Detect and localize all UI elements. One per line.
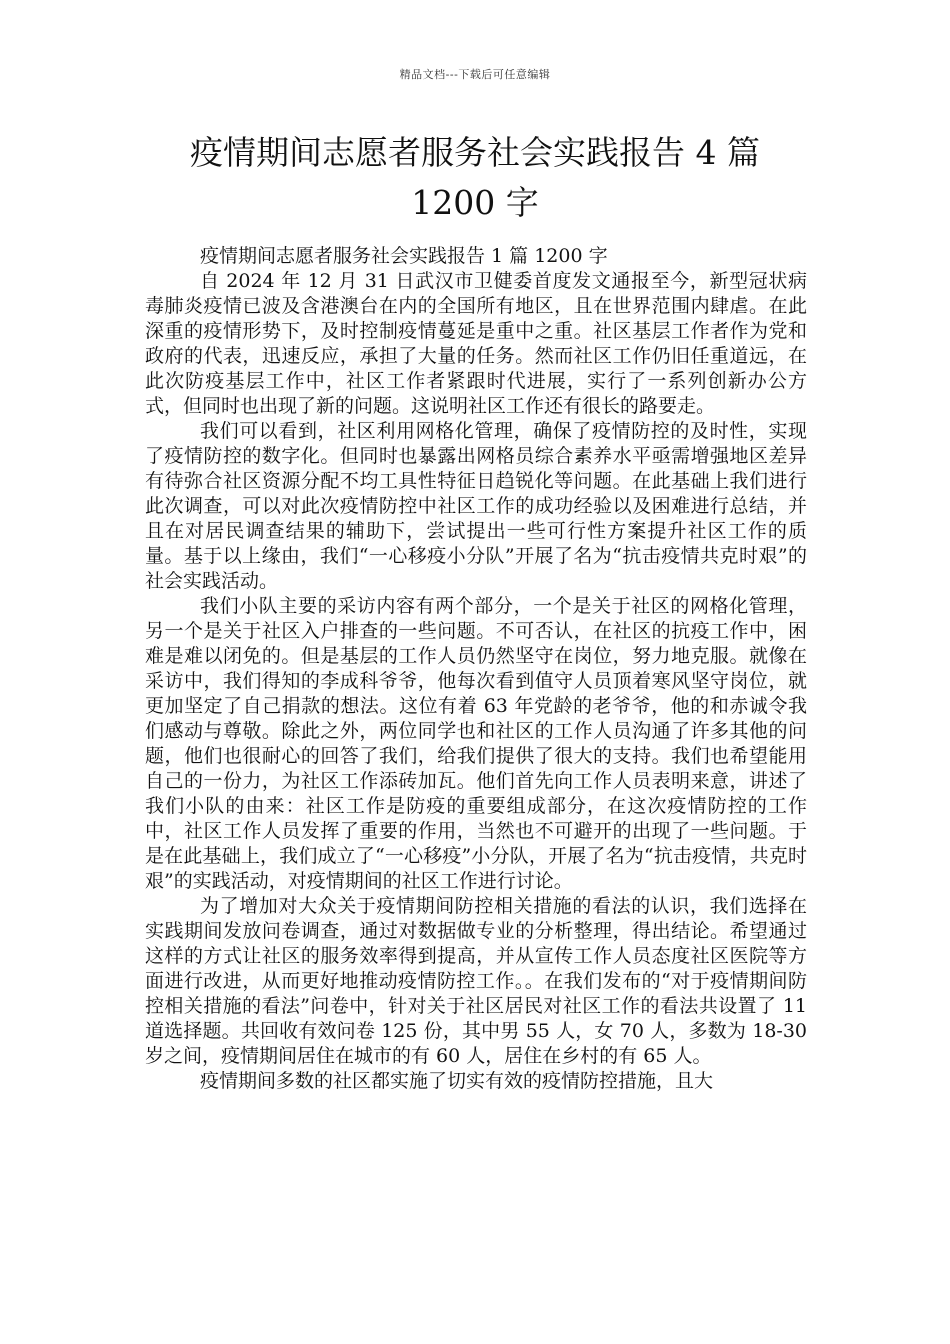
body-paragraph-2: 我们可以看到，社区利用网格化管理，确保了疫情防控的及时性，实现了疫情防控的数字化。但同时也暴露出网格员综合素养水平亟需增强地区差异有待弥合社区资源分配不均工具性特征日趋锐化等问题。在此基础上我们进行此次调查，可以对此次疫情防控中社区工作的成功经验以及困难进行总结，并且在对居民调查结果的辅助下，尝试提出一些可行性方案提升社区工作的质量。基于以上缘由，我们“一心移疫小分队”开展了名为“抗击疫情共克时艰”的社会实践活动。	[145, 420, 807, 592]
document-title-line-1: 疫情期间志愿者服务社会实践报告 4 篇	[190, 133, 760, 172]
page-header-note: 精品文档---下载后可任意编辑	[399, 68, 551, 81]
document-title	[140, 128, 810, 228]
document-body	[145, 244, 807, 1094]
body-paragraph-4: 为了增加对大众关于疫情期间防控相关措施的看法的认识，我们选择在实践期间发放问卷调查，通过对数据做专业的分析整理，得出结论。希望通过这样的方式让社区的服务效率得到提高，并从宣传工作人员态度社区医院等方面进行改进，从而更好地推动疫情防控工作。。在我们发布的“对于疫情期间防控相关措施的看法”问卷中，针对关于社区居民对社区工作的看法共设置了 11 道选择题。共回收有效问卷 125 份，其中男 55 人，女 70 人，多数为 18-30 岁之间，疫情期间居住在城市的有 60 人，居住在乡村的有 65 人。	[145, 895, 807, 1067]
body-paragraph-5: 疫情期间多数的社区都实施了切实有效的疫情防控措施，且大	[200, 1070, 714, 1092]
body-paragraph-1: 自 2024 年 12 月 31 日武汉市卫健委首度发文通报至今，新型冠状病毒肺炎疫情已波及含港澳台在内的全国所有地区，且在世界范围内肆虐。在此深重的疫情形势下，及时控制疫情蔓延是重中之重。社区基层工作者作为党和政府的代表，迅速反应，承担了大量的任务。然而社区工作仍旧任重道远，在此次防疫基层工作中，社区工作者紧跟时代进展，实行了一系列创新办公方式，但同时也出现了新的问题。这说明社区工作还有很长的路要走。	[145, 270, 807, 417]
document-title-line-2: 1200 字	[411, 183, 539, 222]
section-subheading: 疫情期间志愿者服务社会实践报告 1 篇 1200 字	[200, 245, 608, 267]
body-paragraph-3: 我们小队主要的采访内容有两个部分，一个是关于社区的网格化管理，另一个是关于社区入户排查的一些问题。不可否认，在社区的抗疫工作中，困难是难以闭免的。但是基层的工作人员仍然坚守在岗位，努力地克服。就像在采访中，我们得知的李成科爷爷，他每次看到值守人员顶着寒风坚守岗位，就更加坚定了自己捐款的想法。这位有着 63 年党龄的老爷爷，他的和赤诚令我们感动与尊敬。除此之外，两位同学也和社区的工作人员沟通了许多其他的问题，他们也很耐心的回答了我们，给我们提供了很大的支持。我们也希望能用自己的一份力，为社区工作添砖加瓦。他们首先向工作人员表明来意，讲述了我们小队的由来：社区工作是防疫的重要组成部分，在这次疫情防控的工作中，社区工作人员发挥了重要的作用，当然也不可避开的出现了一些问题。于是在此基础上，我们成立了“一心移疫”小分队，开展了名为“抗击疫情，共克时艰”的实践活动，对疫情期间的社区工作进行讨论。	[145, 595, 807, 892]
